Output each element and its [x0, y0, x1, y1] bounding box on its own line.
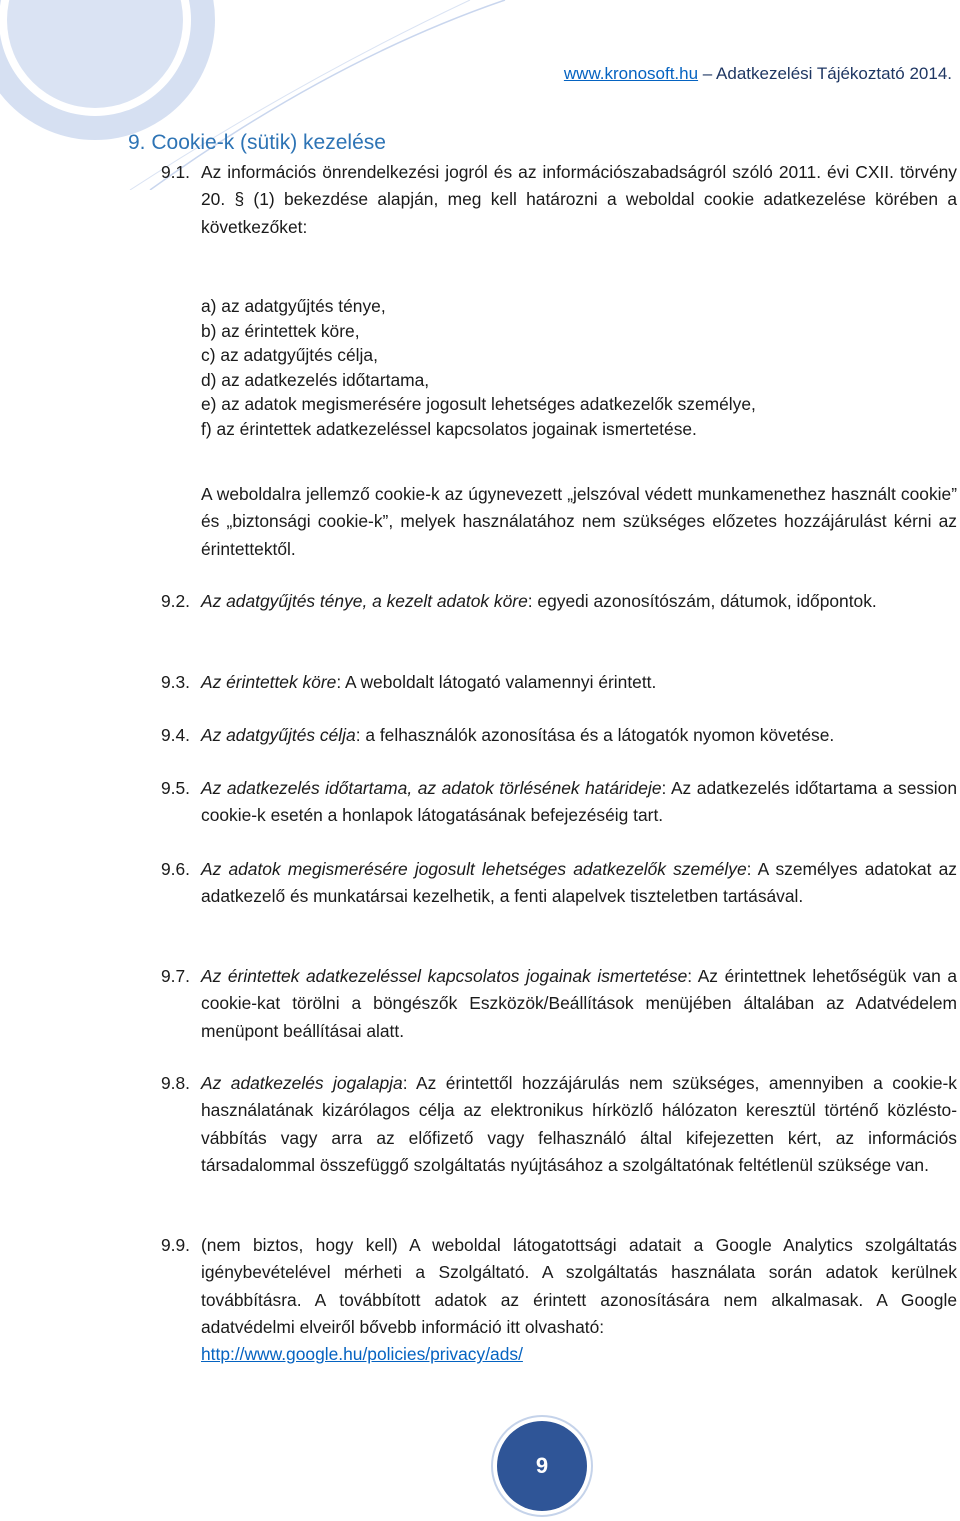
item-rest: : Az adatkezelés időtartama a session cookie-k esetén a honlapok látogatásának befejezéséig tart.	[201, 778, 957, 826]
item-98	[201, 1070, 957, 1179]
p91-number: 9.1.	[161, 162, 191, 182]
list-item: e) az adatok megismerésére jogosult lehetséges adatkezelők személye,	[201, 394, 756, 415]
item-number: 9.5.	[161, 778, 191, 798]
item-emphasis: Az adatgyűjtés ténye, a kezelt adatok köre	[201, 591, 528, 611]
item-95	[201, 775, 957, 830]
header-link[interactable]: www.kronosoft.hu	[563, 64, 699, 83]
list-item: c) az adatgyűjtés célja,	[201, 345, 378, 366]
section-title: 9. Cookie-k (sütik) kezelése	[128, 131, 386, 154]
page-number: 9	[535, 1453, 549, 1478]
list-item: b) az érintettek köre,	[201, 320, 360, 341]
item-emphasis: Az érintettek köre	[201, 672, 337, 692]
item-96	[201, 856, 957, 911]
item-emphasis: Az adatkezelés időtartama, az adatok törlésének határideje	[201, 778, 662, 798]
item-number: 9.9.	[161, 1235, 191, 1255]
cookie-paragraph: A weboldalra jellemző cookie-k az úgynevezett „jelszóval védett munkamenethez használt cookie” és „biztonsági cookie-k”, melyek használatához nem szükséges előzetes hozzájárulást kérni az érintettektől.	[201, 484, 957, 559]
item-number: 9.8.	[161, 1073, 191, 1093]
item-number: 9.6.	[161, 859, 191, 879]
header-separator: –	[698, 64, 717, 83]
list-item: a) az adatgyűjtés ténye,	[201, 296, 386, 316]
list-item: d) az adatkezelés időtartama,	[201, 369, 430, 390]
item-number: 9.2.	[161, 591, 191, 611]
requirements-list	[201, 294, 957, 442]
page-number-badge	[497, 1421, 587, 1511]
item-92	[201, 588, 957, 615]
item-97	[201, 963, 957, 1045]
item-93	[201, 669, 957, 696]
google-privacy-link[interactable]: http://www.google.hu/policies/privacy/ads/	[201, 1344, 523, 1365]
item-number: 9.3.	[161, 672, 191, 692]
item-rest: : A weboldalt látogató valamennyi érintett.	[336, 672, 657, 692]
header-title: Adatkezelési Tájékoztató 2014.	[716, 64, 952, 83]
p91-text	[201, 159, 957, 241]
item-rest: : A személyes adatokat az adatkezelő és munkatársai kezelhetik, a fenti alapelvek tiszteletben tartásával.	[201, 859, 957, 907]
page-header	[564, 64, 952, 84]
item-rest: : Az érintettnek lehetőségük van a cookie-kat törölni a böngészők Eszközök/Beállítások menüjében általában az Adatvédelem menüpont beállításai alatt.	[201, 966, 957, 1041]
item-rest: : Az érintettől hozzájárulás nem szükséges, amennyiben a cookie-k használatának kizárólagos célja az elektronikus hírközlő hálózaton keresztül történő közléstovábbítás vagy arra az előfizető vagy felhasználó által kifejezetten kért, az információs társadalommal összefüggő szolgáltatás nyújtásához a szolgáltatónak feltétlenül szüksége van.	[201, 1073, 957, 1175]
item-99	[201, 1232, 957, 1368]
item-emphasis: Az adatok megismerésére jogosult lehetséges adatkezelők személye	[201, 859, 747, 879]
item-number: 9.7.	[161, 966, 191, 986]
item-94	[201, 722, 957, 749]
item-emphasis: Az érintettek adatkezeléssel kapcsolatos jogainak ismertetése	[201, 966, 688, 986]
item-rest: : egyedi azonosítószám, dátumok, időpontok.	[527, 591, 877, 611]
p91-body: Az információs önrendelkezési jogról és az információszabadságról szóló 2011. évi CXII. törvény 20. § (1) bekezdése alapján, meg kell határozni a weboldal cookie adatkezelése körében a következőket:	[201, 162, 957, 237]
list-item: f) az érintettek adatkezeléssel kapcsolatos jogainak ismertetése.	[201, 418, 697, 439]
item-emphasis: Az adatgyűjtés célja	[201, 725, 356, 745]
p99-text: (nem biztos, hogy kell) A weboldal látogatottsági adatait a Google Analytics szolgáltatás igénybevételével mérheti a Szolgáltató. A szolgáltatás használata során adatok kerülnek továbbításra. A továbbított adatok az érintett azonosítására nem alkalmasak. A Google adatvédelmi elveiről bővebb információ itt olvasható:	[201, 1235, 957, 1337]
item-emphasis: Az adatkezelés jogalapja	[201, 1073, 403, 1093]
item-number: 9.4.	[161, 725, 191, 745]
item-rest: : a felhasználók azonosítása és a látogatók nyomon követése.	[355, 725, 835, 745]
